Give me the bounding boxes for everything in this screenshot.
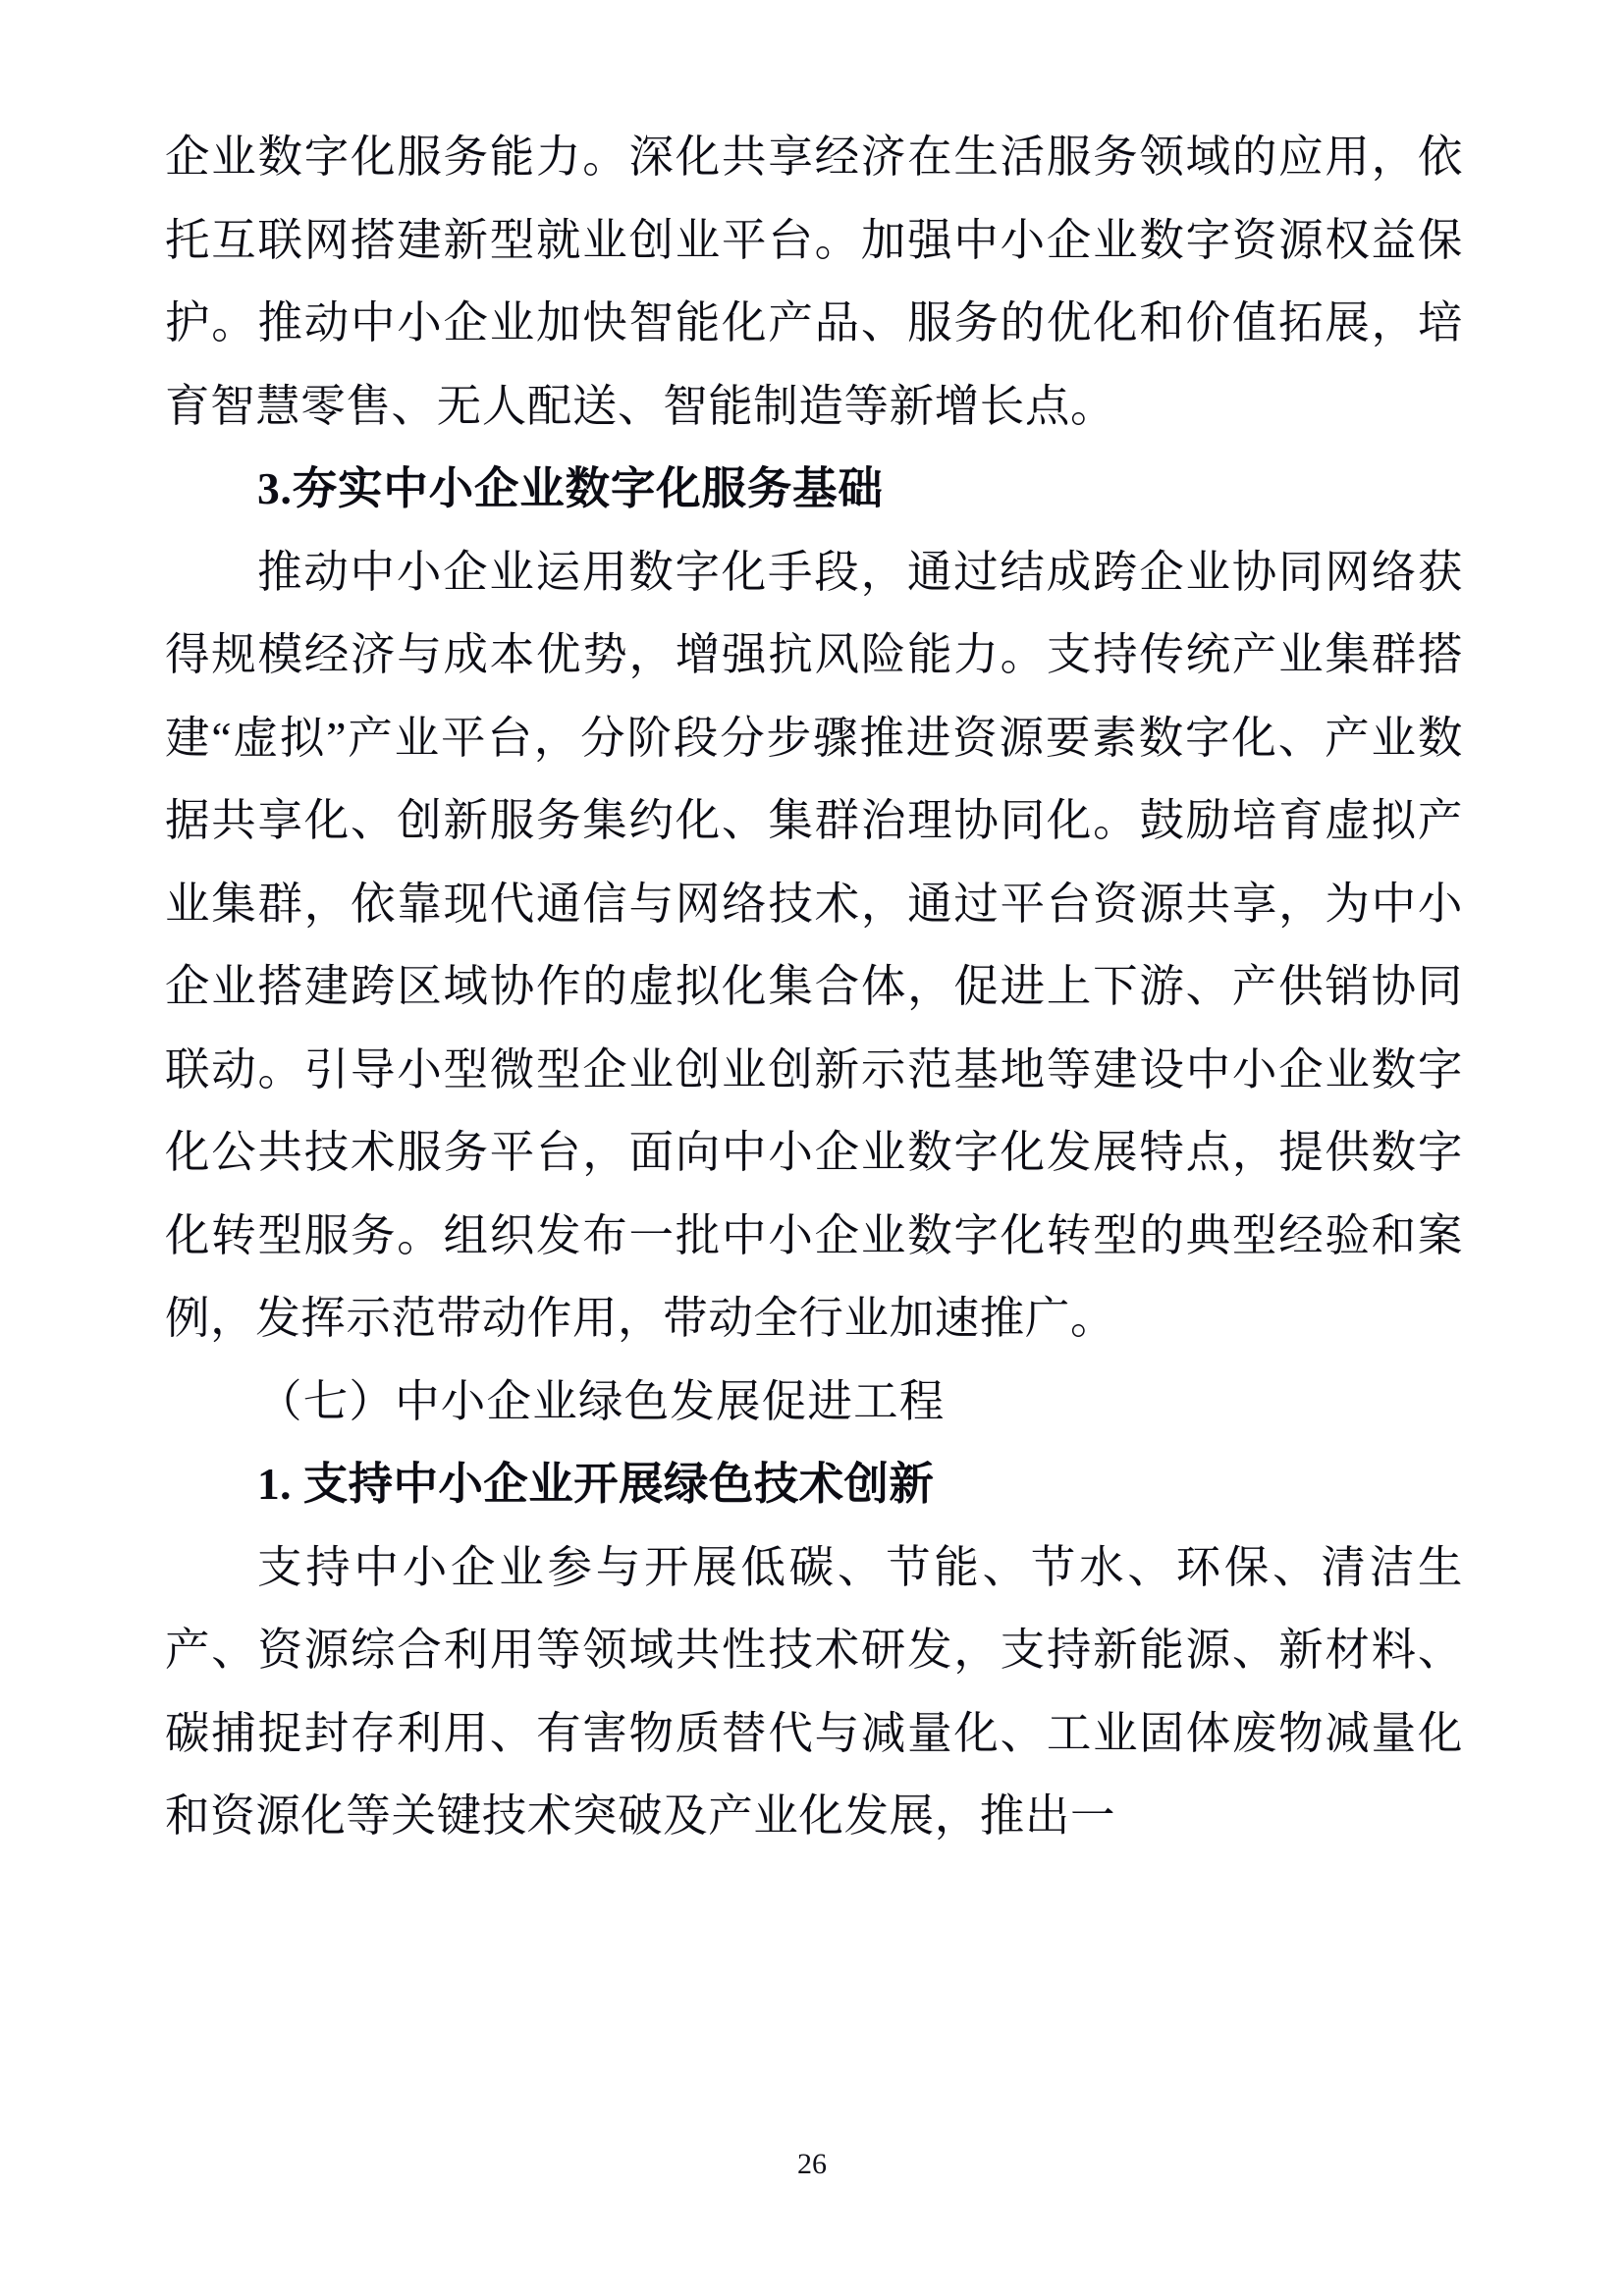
- heading-dense-digital-service-foundation: 3.夯实中小企业数字化服务基础: [257, 463, 884, 513]
- heading-support-green-tech-innovation: 1. 支持中小企业开展绿色技术创新: [257, 1459, 935, 1509]
- page-body: [165, 116, 1463, 1858]
- paragraph-continued: 企业数字化服务能力。深化共享经济在生活服务领域的应用，依托互联网搭建新型就业创业平台。加强中小企业数字资源权益保护。推动中小企业加快智能化产品、服务的优化和价值拓展，培育智慧零售、无人配送、智能制造等新增长点。: [165, 132, 1463, 431]
- page-number: 26: [797, 2148, 827, 2180]
- paragraph-digital-service-foundation: 推动中小企业运用数字化手段，通过结成跨企业协同网络获得规模经济与成本优势，增强抗风险能力。支持传统产业集群搭建“虚拟”产业平台，分阶段分步骤推进资源要素数字化、产业数据共享化、创新服务集约化、集群治理协同化。鼓励培育虚拟产业集群，依靠现代通信与网络技术，通过平台资源共享，为中小企业搭建跨区域协作的虚拟化集合体，促进上下游、产供销协同联动。引导小型微型企业创业创新示范基地等建设中小企业数字化公共技术服务平台，面向中小企业数字化发展特点，提供数字化转型服务。组织发布一批中小企业数字化转型的典型经验和案例，发挥示范带动作用，带动全行业加速推广。: [165, 546, 1463, 1343]
- heading-section-green-development: （七）中小企业绿色发展促进工程: [257, 1375, 946, 1426]
- paragraph-green-tech-innovation: 支持中小企业参与开展低碳、节能、节水、环保、清洁生产、资源综合利用等领域共性技术研发，支持新能源、新材料、碳捕捉封存利用、有害物质替代与减量化、工业固体废物减量化和资源化等关键技术突破及产业化发展，推出一: [165, 1541, 1463, 1841]
